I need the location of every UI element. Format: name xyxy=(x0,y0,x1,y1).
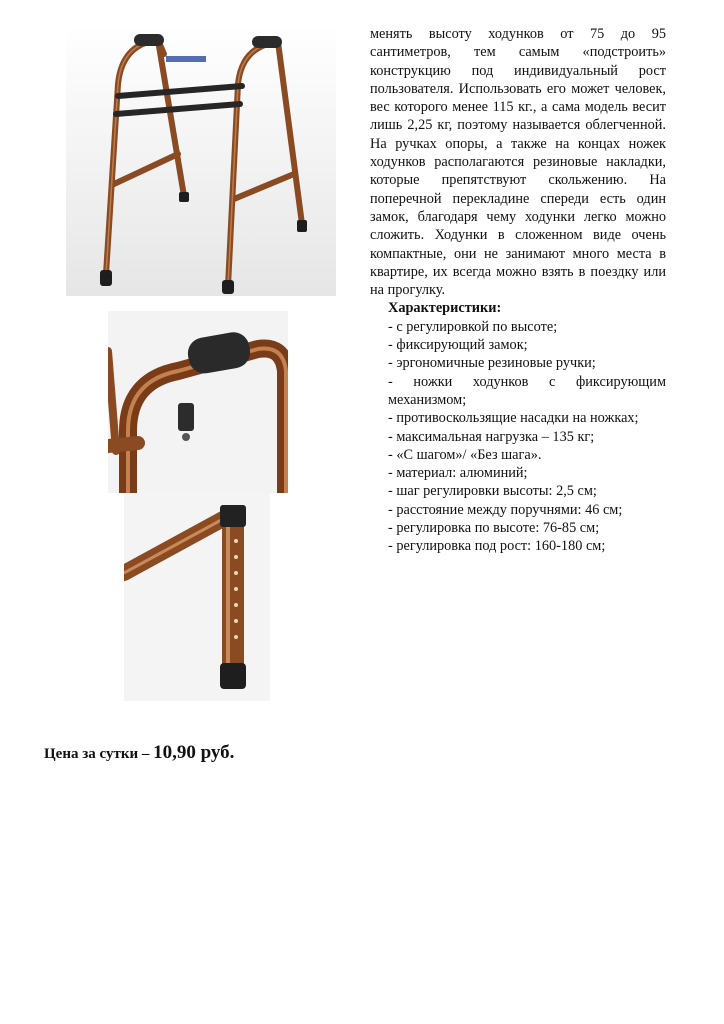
handle-closeup-photo xyxy=(108,311,288,493)
spec-item: - противоскользящие насадки на ножках; xyxy=(388,410,639,427)
spec-item: - материал: алюминий; xyxy=(388,465,528,482)
leg-closeup-photo xyxy=(124,493,270,701)
spec-item: - «С шагом»/ «Без шага». xyxy=(388,446,542,463)
spec-item: - шаг регулировки высоты: 2,5 см; xyxy=(388,483,597,500)
spec-item: - фиксирующий замок; xyxy=(388,337,528,354)
description-column xyxy=(370,25,666,556)
price-label: Цена за сутки – xyxy=(44,746,154,762)
spec-item: - максимальная нагрузка – 135 кг; xyxy=(388,428,595,445)
spec-item: - с регулировкой по высоте; xyxy=(388,318,558,335)
spec-item: - ножки ходунков с фиксирующим механизмом; xyxy=(388,373,666,408)
price-amount: 10,90 руб. xyxy=(153,742,235,763)
specs-title: Характеристики: xyxy=(388,300,502,317)
spec-item: - расстояние между поручнями: 46 см; xyxy=(388,501,623,518)
price-line xyxy=(44,742,234,764)
spec-item: - регулировка под рост: 160-180 см; xyxy=(388,538,606,555)
product-description: менять высоту ходунков от 75 до 95 сантиметров, тем самым «подстроить» конструкцию под индивидуальный рост пользователя. Использовать его может человек, вес которого менее 115 кг., а сама модель весит лишь 2,25 кг, поэтому называется облегченной. На ручках опоры, а также на концах ножек ходунков располагаются резиновые накладки, которые препятствуют скольжению. На поперечной перекладине спереди есть один замок, благодаря чему ходунки легко можно сложить. Ходунки в сложенном виде очень компактные, они не занимают много места в квартире, их всегда можно взять в поездку или на прогулку. xyxy=(370,26,666,299)
spec-item: - эргономичные резиновые ручки; xyxy=(388,355,596,372)
specs-list xyxy=(370,318,666,556)
spec-item: - регулировка по высоте: 76-85 см; xyxy=(388,520,600,537)
walker-photo xyxy=(66,24,336,296)
